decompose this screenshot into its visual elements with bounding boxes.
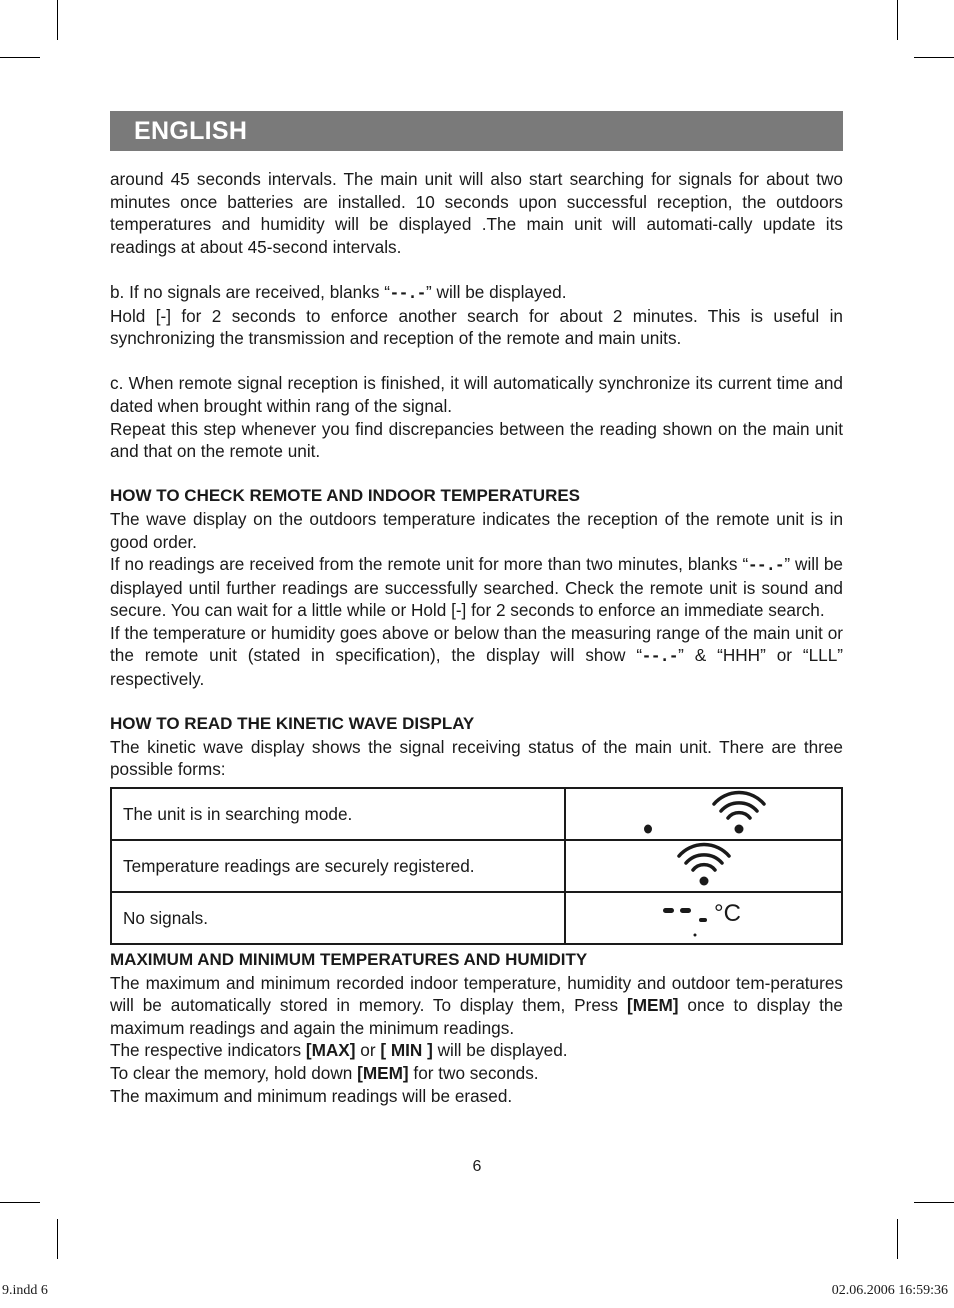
header-title: ENGLISH bbox=[134, 117, 248, 145]
table-row bbox=[111, 788, 842, 840]
table-cell-label: The unit is in searching mode. bbox=[111, 788, 565, 840]
key-label: [MAX] bbox=[305, 1040, 356, 1061]
blank-display: --.- bbox=[642, 647, 679, 666]
paragraph: Repeat this step whenever you find discrepancies between the reading shown on the main unit and that on the remote unit. bbox=[110, 418, 843, 462]
paragraph: The maximum and minimum recorded indoor temperature, humidity and outdoor tem-peratures will be automatically stored in memory. To display them, Press [MEM] once to display the maximum readings and again the minimum readings. bbox=[110, 972, 843, 1038]
crop-mark bbox=[914, 57, 954, 58]
paragraph: The respective indicators [MAX] or [ MIN ] will be displayed. bbox=[110, 1040, 568, 1061]
print-slug-timestamp: 02.06.2006 16:59:36 bbox=[831, 1283, 948, 1298]
table-cell-label: Temperature readings are securely registered. bbox=[111, 840, 565, 892]
no-signal-display-icon bbox=[566, 893, 842, 943]
paragraph: Hold [-] for 2 seconds to enforce another search for about 2 minutes. This is useful in synchronizing the transmission and reception of the remote and main units. bbox=[110, 305, 843, 349]
key-label: [MEM] bbox=[626, 995, 679, 1016]
crop-mark bbox=[0, 57, 40, 58]
section-heading-wave-display: HOW TO READ THE KINETIC WAVE DISPLAY bbox=[110, 714, 475, 734]
paragraph: If the temperature or humidity goes above or below than the measuring range of the main unit or the remote unit (stated in specification), the display will show “--.-” & “HHH” or “LLL” respectively. bbox=[110, 622, 843, 690]
paragraph: The maximum and minimum readings will be erased. bbox=[110, 1085, 513, 1106]
table-row bbox=[111, 892, 842, 944]
crop-mark bbox=[57, 0, 58, 40]
paragraph: The kinetic wave display shows the signal receiving status of the main unit. There are three possible forms: bbox=[110, 736, 843, 780]
section-heading-max-min: MAXIMUM AND MINIMUM TEMPERATURES AND HUMIDITY bbox=[110, 950, 588, 970]
crop-mark bbox=[0, 1202, 40, 1203]
full-signal-icon bbox=[566, 841, 842, 891]
print-slug-filename: 9.indd 6 bbox=[2, 1283, 48, 1298]
table-cell-label: No signals. bbox=[111, 892, 565, 944]
blank-display: --.- bbox=[389, 283, 427, 302]
crop-mark bbox=[914, 1202, 954, 1203]
section-heading-temperatures: HOW TO CHECK REMOTE AND INDOOR TEMPERATURES bbox=[110, 486, 581, 506]
paragraph: The wave display on the outdoors temperature indicates the reception of the remote unit is in good order. bbox=[110, 508, 843, 552]
blank-display: --.- bbox=[748, 556, 785, 575]
degree-celsius-unit: °C bbox=[713, 900, 741, 928]
key-label: [MEM] bbox=[357, 1063, 409, 1083]
key-label: [ MIN ] bbox=[380, 1040, 433, 1061]
searching-signal-icon bbox=[566, 789, 842, 839]
page-number: 6 bbox=[472, 1158, 482, 1175]
crop-mark bbox=[57, 1219, 58, 1259]
crop-mark bbox=[897, 0, 898, 40]
section-header bbox=[110, 111, 843, 151]
table-row bbox=[111, 840, 842, 892]
paragraph: If no readings are received from the remote unit for more than two minutes, blanks “--.-” will be displayed until further readings are successfully searched. Check the remote unit is sound and secure. You can wait for a little while or Hold [-] for 2 seconds to enforce an immediate search. bbox=[110, 554, 843, 621]
paragraph: b. If no signals are received, blanks “--.-” will be displayed. bbox=[110, 281, 567, 302]
paragraph: around 45 seconds intervals. The main unit will also start searching for signals for about two minutes once batteries are installed. 10 seconds upon successful reception, the outdoors temperatures and humidity will be displayed .The main unit will automati-cally update its readings at about 45-second intervals. bbox=[110, 169, 843, 257]
paragraph: To clear the memory, hold down [MEM] for two seconds. bbox=[110, 1063, 539, 1083]
paragraph: c. When remote signal reception is finished, it will automatically synchronize its current time and dated when brought within rang of the signal. bbox=[110, 373, 843, 416]
wave-forms-table bbox=[110, 787, 843, 945]
crop-mark bbox=[897, 1219, 898, 1259]
page-content bbox=[110, 168, 843, 1107]
